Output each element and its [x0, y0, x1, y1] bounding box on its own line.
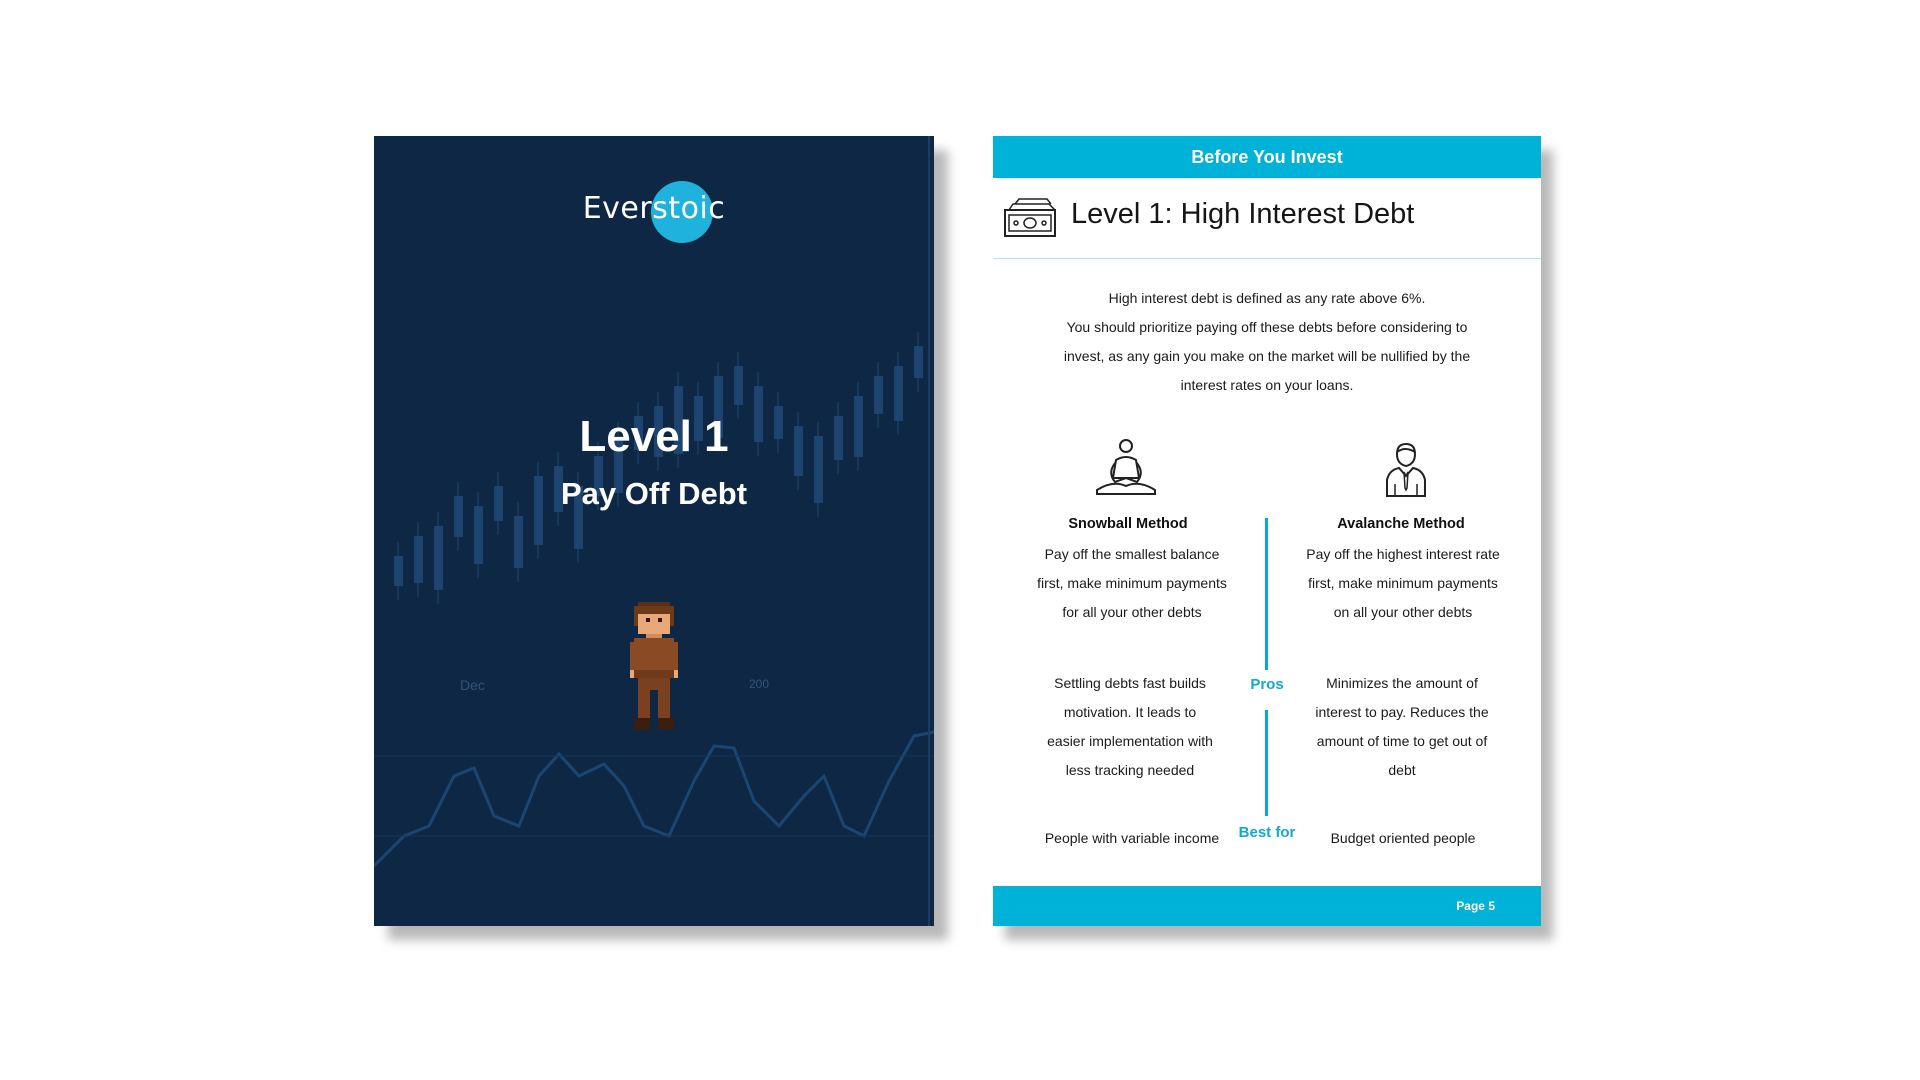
avalanche-description: [1296, 540, 1510, 627]
intro-line: interest rates on your loans.: [1180, 377, 1354, 393]
intro-line: invest, as any gain you make on the market will be nullified by the: [1063, 348, 1471, 364]
bg-year-label: 200: [749, 677, 770, 691]
best-for-label: Best for: [1238, 824, 1296, 841]
candle-body: [734, 366, 743, 405]
center-divider-top: [1265, 518, 1268, 670]
avalanche-desc-line: on all your other debts: [1333, 604, 1473, 620]
snowball-pros: [1025, 669, 1235, 785]
avalanche-pros-line: Minimizes the amount of: [1326, 675, 1478, 691]
snowball-pros-line: easier implementation with: [1047, 733, 1213, 749]
businessman-icon: [1383, 442, 1429, 498]
candle-body: [514, 516, 523, 568]
pixel-character-icon: [630, 602, 678, 734]
money-bills-icon: [1003, 198, 1059, 238]
snowball-pros-line: less tracking needed: [1065, 762, 1195, 778]
intro-line: You should prioritize paying off these debts before considering to: [1066, 319, 1468, 335]
avalanche-pros-line: interest to pay. Reduces the: [1315, 704, 1489, 720]
candlestick-pattern: [394, 332, 923, 604]
intro-line: High interest debt is defined as any rate above 6%.: [1108, 290, 1426, 306]
brand-logo: [374, 158, 934, 228]
page-header: Before You Invest: [993, 136, 1541, 178]
intro-paragraph: [1033, 284, 1501, 400]
snowball-description: [1027, 540, 1237, 627]
snowball-desc-line: for all your other debts: [1062, 604, 1202, 620]
page-footer: [993, 886, 1541, 926]
candle-body: [414, 536, 423, 583]
avalanche-desc-line: first, make minimum payments: [1308, 575, 1498, 591]
avalanche-pros-line: amount of time to get out of: [1316, 733, 1488, 749]
snowball-best-for: People with variable income: [1044, 830, 1220, 846]
price-line-background: [374, 732, 934, 866]
snowball-pros-line: motivation. It leads to: [1063, 704, 1197, 720]
avalanche-desc-line: Pay off the highest interest rate: [1306, 546, 1500, 562]
avalanche-pros: [1297, 669, 1507, 785]
cover-page: [374, 136, 934, 926]
page-title: Level 1: High Interest Debt: [1071, 198, 1415, 230]
cover-title: Level 1: [579, 412, 729, 461]
candle-body: [434, 526, 443, 590]
title-row: [993, 178, 1541, 259]
snowball-method-title: Snowball Method: [1068, 516, 1188, 532]
candle-body: [474, 506, 483, 564]
brand-name: Everstoic: [582, 191, 726, 226]
cover-subtitle: Pay Off Debt: [560, 476, 748, 511]
candle-body: [874, 376, 883, 414]
candle-body: [914, 346, 923, 378]
page-number: Page 5: [1456, 899, 1495, 913]
bg-month-label: Dec: [460, 677, 485, 693]
avalanche-best-for: Budget oriented people: [1330, 830, 1476, 846]
meditation-person-icon: [1093, 438, 1159, 498]
pros-label: Pros: [1250, 676, 1284, 693]
avalanche-pros-line: debt: [1388, 762, 1416, 778]
candle-body: [394, 556, 403, 586]
stock-chart-background: [374, 136, 934, 926]
center-divider-bottom: [1265, 710, 1268, 816]
snowball-desc-line: Pay off the smallest balance: [1044, 546, 1220, 562]
avalanche-method-title: Avalanche Method: [1337, 516, 1465, 532]
content-page: [993, 136, 1541, 926]
snowball-desc-line: first, make minimum payments: [1037, 575, 1227, 591]
snowball-pros-line: Settling debts fast builds: [1054, 675, 1206, 691]
